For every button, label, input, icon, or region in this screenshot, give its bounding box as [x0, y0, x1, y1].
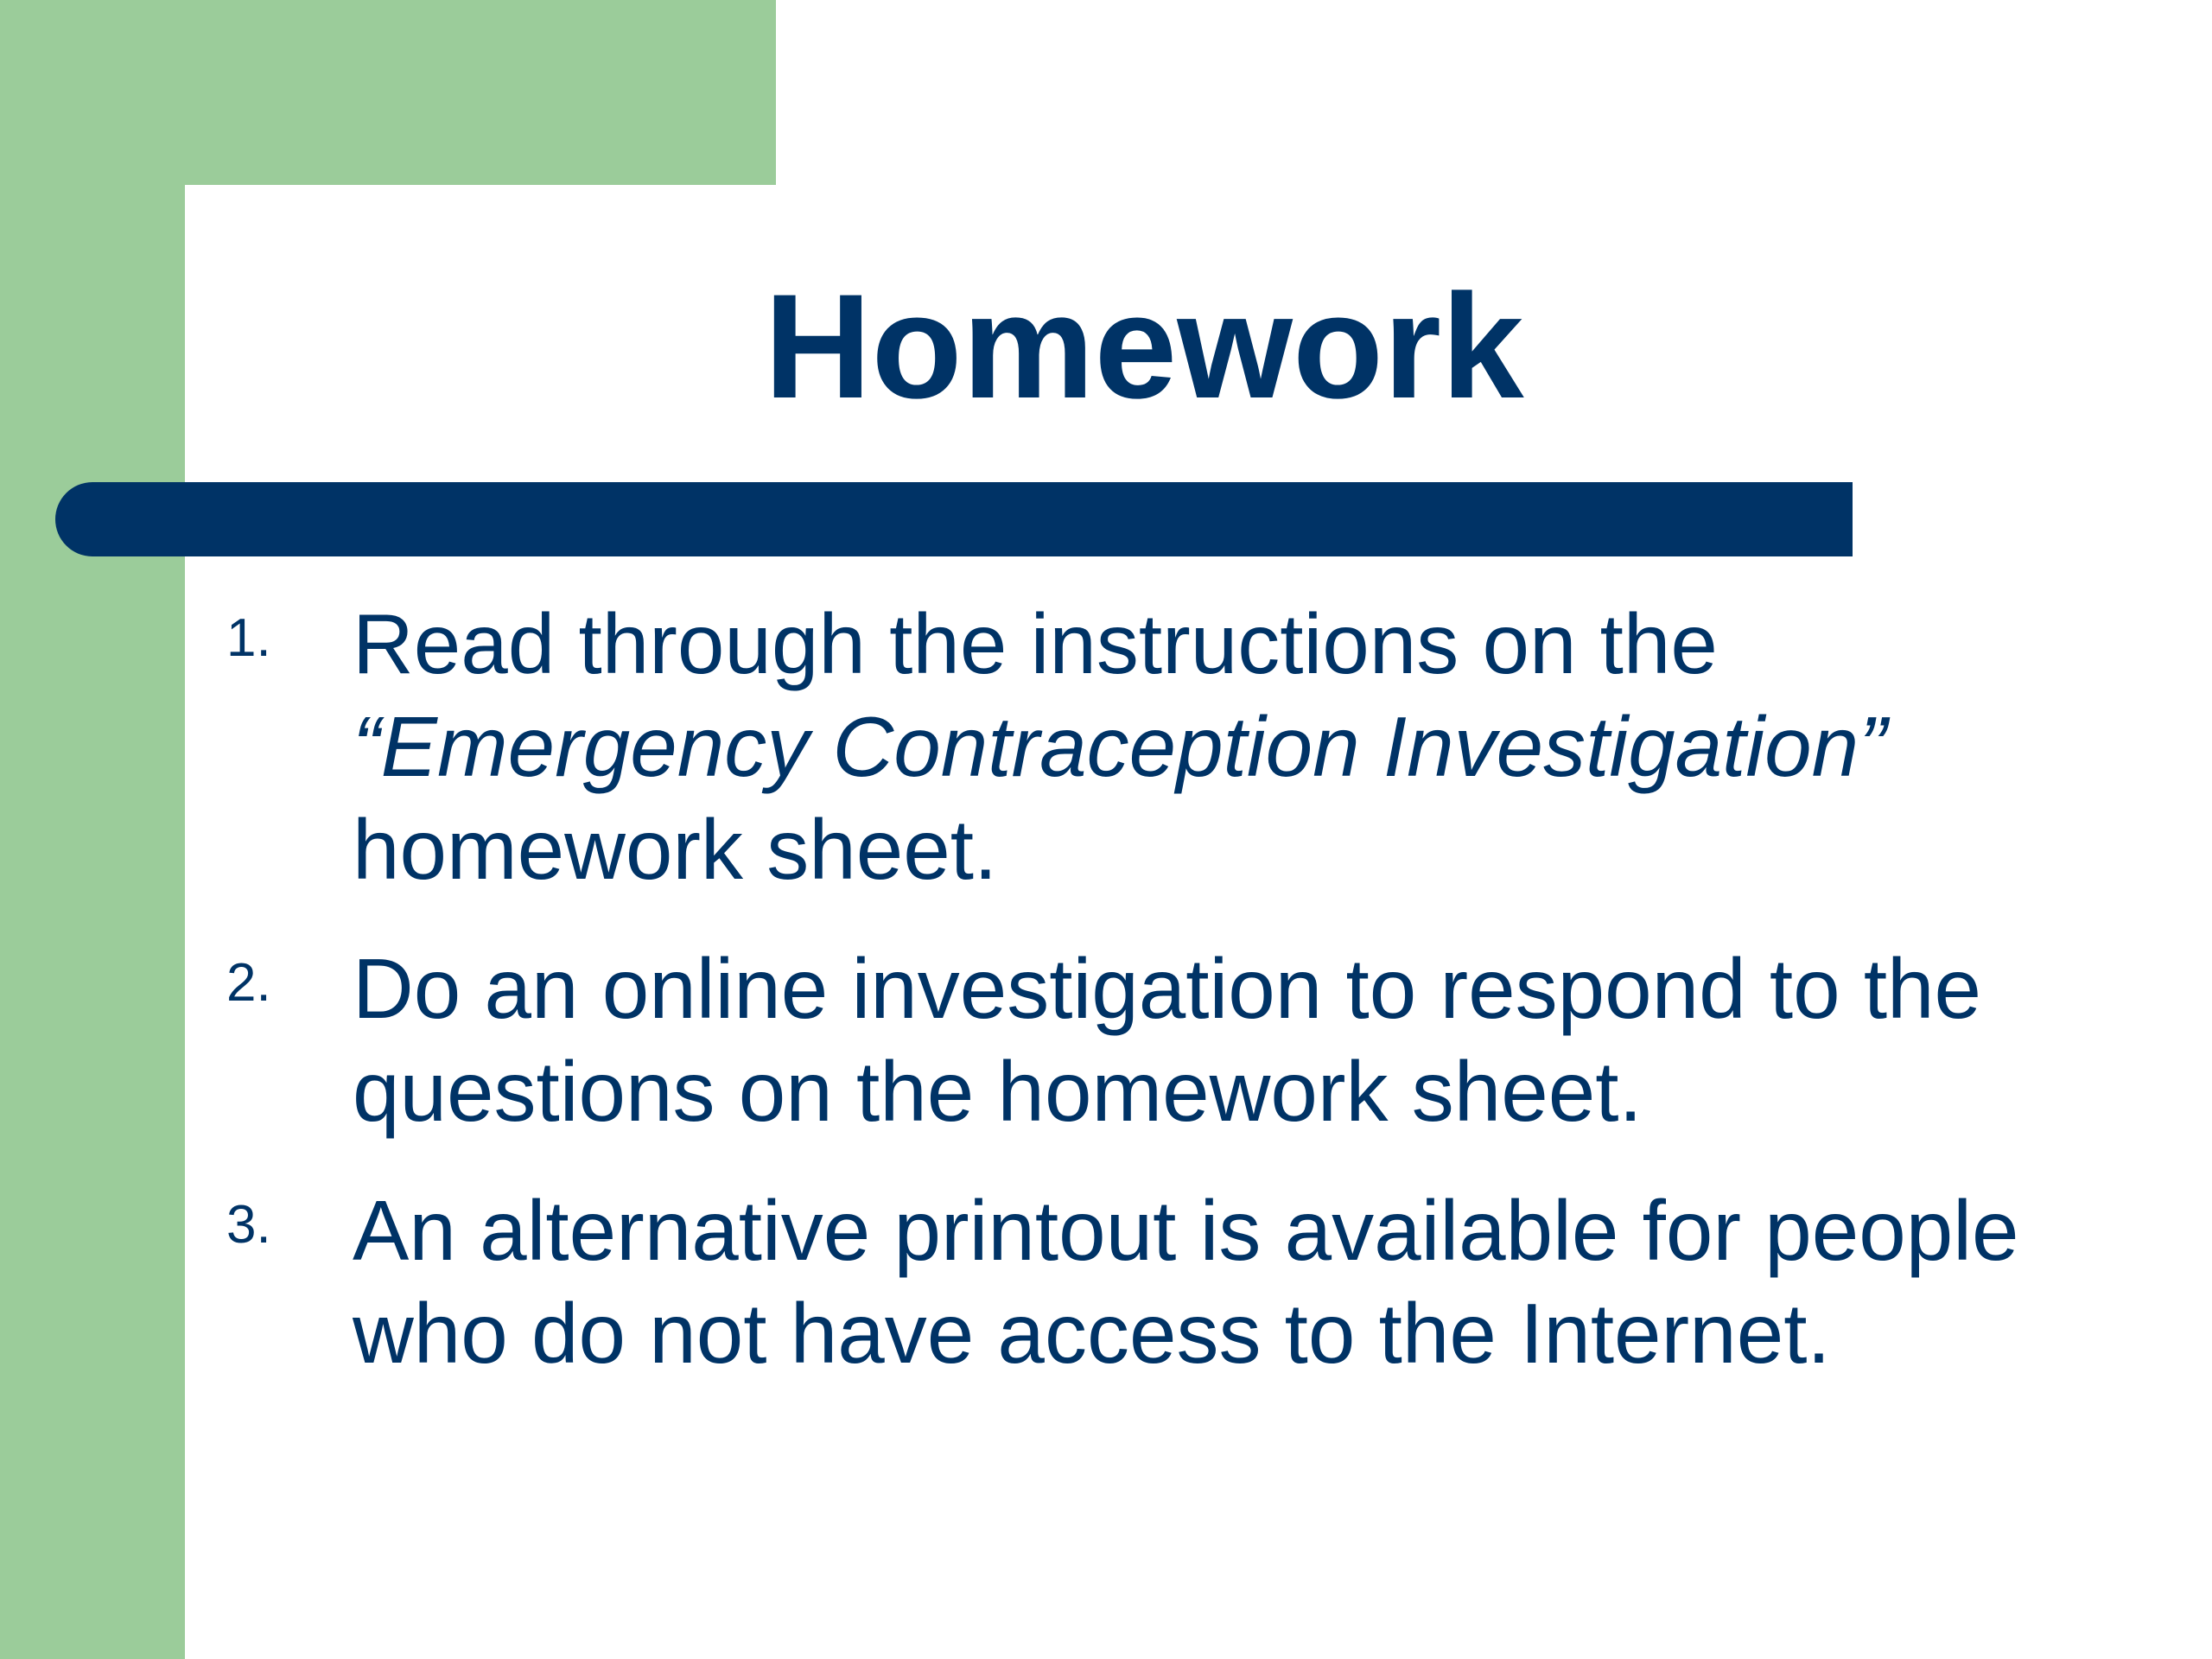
list-item-number: 2. [226, 953, 271, 1013]
worksheet-title: “Emergency Contraception Investigation” [353, 699, 1887, 794]
list-item [226, 938, 2162, 1143]
list-item-text: An alternative printout is available for people who do not have access to the Internet. [353, 1183, 2019, 1381]
list-item-text [353, 593, 2162, 901]
list-item [226, 1179, 2162, 1385]
list-item [226, 593, 2162, 901]
list-item-text-lead: Read through the instructions on the [353, 596, 1718, 691]
green-side-bar [0, 0, 185, 1659]
list-item-text: Do an online investigation to respond to the questions on the homework sheet. [353, 941, 1982, 1139]
list-item-number: 3. [226, 1195, 271, 1255]
list-item-number: 1. [226, 608, 271, 668]
slide-title: Homework [764, 264, 1524, 429]
homework-list [226, 593, 2162, 1421]
list-item-text-tail: homework sheet. [353, 802, 998, 897]
title-divider-bar [55, 482, 1853, 556]
